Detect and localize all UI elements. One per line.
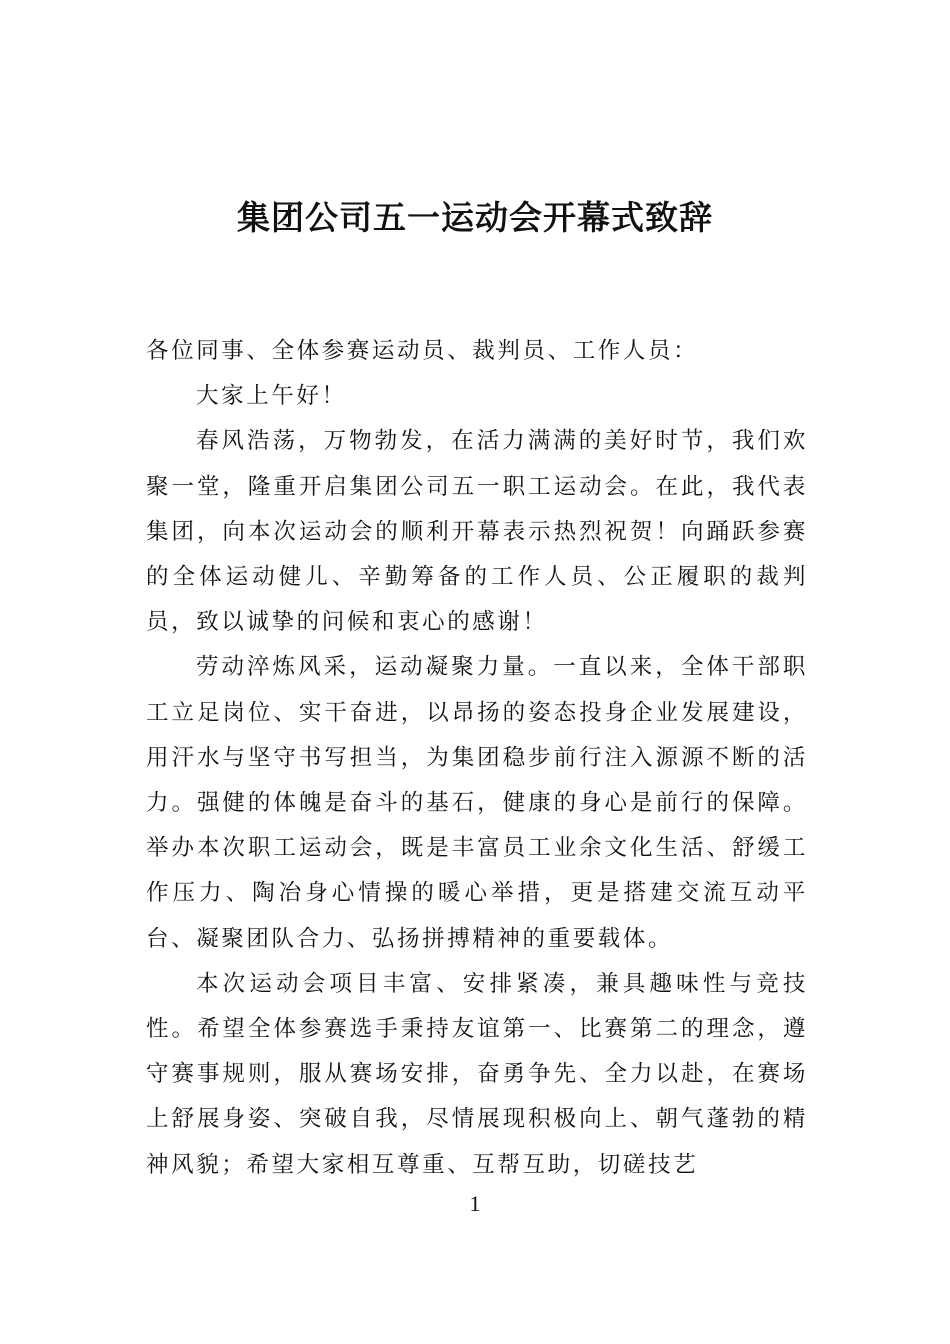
page-number: 1	[469, 1191, 481, 1216]
greeting: 大家上午好！	[196, 383, 347, 410]
paragraph-opening: 春风浩荡，万物勃发，在活力满满的美好时节，我们欢聚一堂，隆重开启集团公司五一职工运动会。在此，我代表集团，向本次运动会的顺利开幕表示热烈祝贺！向踊跃参赛的全体运动健儿、辛勤筹备的工作人员、公正履职的裁判员，致以诚挚的问候和衷心的感谢！	[146, 428, 808, 636]
document-body	[146, 329, 808, 1188]
paragraph-expectations: 本次运动会项目丰富、安排紧凑，兼具趣味性与竞技性。希望全体参赛选手秉持友谊第一、比赛第二的理念，遵守赛事规则，服从赛场安排，奋勇争先、全力以赴，在赛场上舒展身姿、突破自我，尽情展现积极向上、朝气蓬勃的精神风貌；希望大家相互尊重、互帮互助，切磋技艺	[146, 970, 808, 1178]
document-title: 集团公司五一运动会开幕式致辞	[237, 198, 713, 237]
salutation: 各位同事、全体参赛运动员、裁判员、工作人员：	[146, 338, 699, 364]
paragraph-significance: 劳动淬炼风采，运动凝聚力量。一直以来，全体干部职工立足岗位、实干奋进，以昂扬的姿态投身企业发展建设，用汗水与坚守书写担当，为集团稳步前行注入源源不断的活力。强健的体魄是奋斗的基石，健康的身心是前行的保障。举办本次职工运动会，既是丰富员工业余文化生活、舒缓工作压力、陶冶身心情操的暖心举措，更是搭建交流互动平台、凝聚团队合力、弘扬拼搏精神的重要载体。	[146, 654, 808, 952]
